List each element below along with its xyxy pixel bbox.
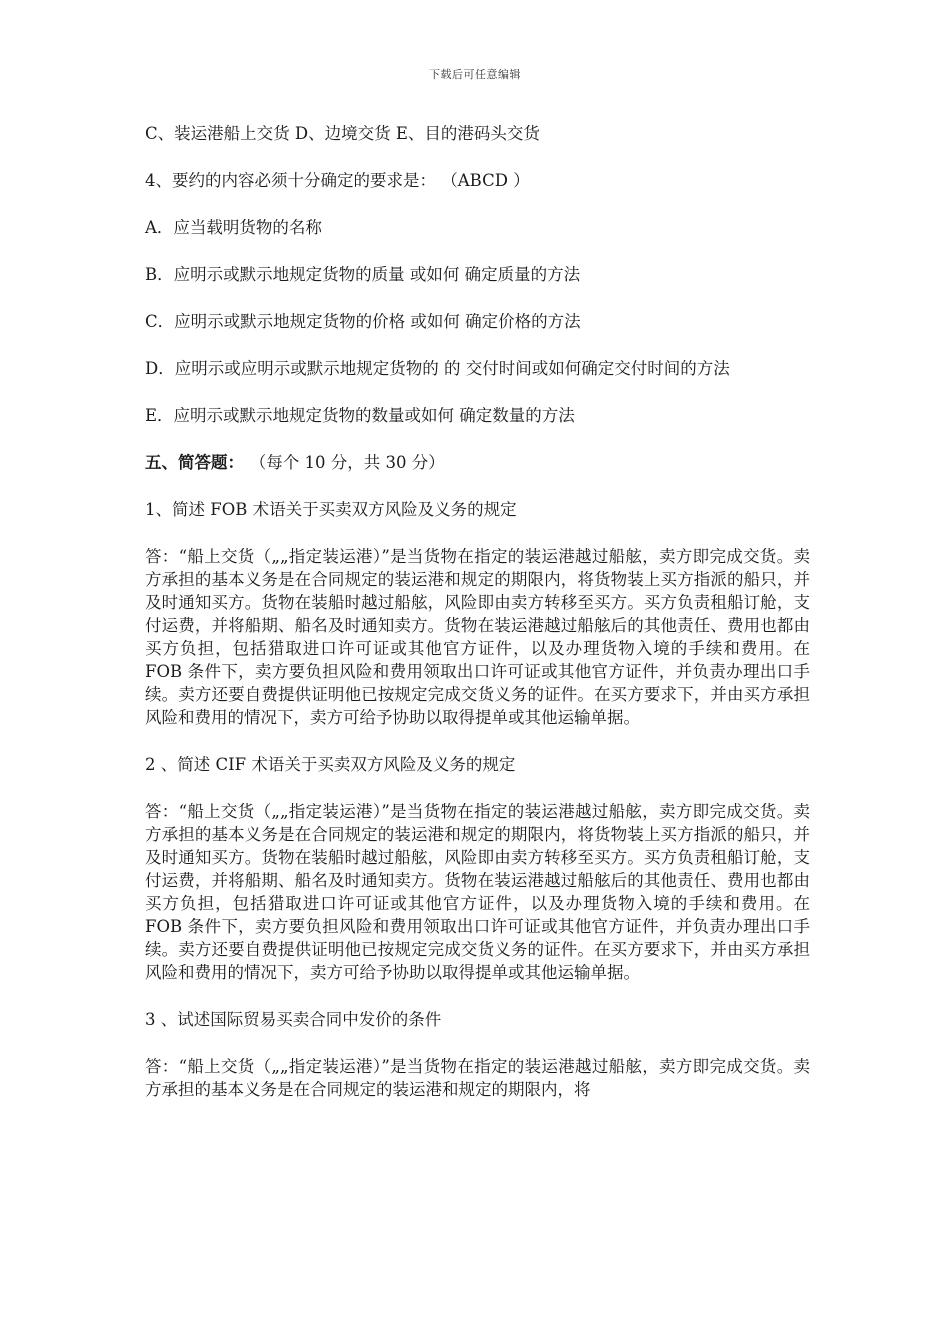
section-title: 五、简答题： bbox=[145, 453, 244, 472]
question-1: 1、简述 FOB 术语关于买卖双方风险及义务的规定 bbox=[145, 500, 517, 519]
answer-1: 答：“船上交货（„„指定装运港）”是当货物在指定的装运港越过船舷，卖方即完成交货。卖方承担的基本义务是在合同规定的装运港和规定的期限内，将货物装上买方指派的船只，并及时通知买方。货物在装船时越过船舷，风险即由卖方转移至买方。买方负责租船订舱，支付运费，并将船期、船名及时通知卖方。货物在装运港越过船舷后的其他责任、费用也都由买方负担，包括猎取进口许可证或其他官方证件，以及办理货物入境的手续和费用。在 FOB 条件下，卖方要负担风险和费用领取出口许可证或其他官方证件，并负责办理出口手续。卖方还要自费提供证明他已按规定完成交货义务的证件。在买方要求下，并由买方承担风险和费用的情况下，卖方可给予协助以取得提单或其他运输单据。 bbox=[145, 547, 810, 727]
section-heading bbox=[145, 451, 810, 474]
question-2: 2 、简述 CIF 术语关于买卖双方风险及义务的规定 bbox=[145, 755, 516, 774]
question-3: 3 、试述国际贸易买卖合同中发价的条件 bbox=[145, 1010, 442, 1029]
option-c: C．应明示或默示地规定货物的价格 或如何 确定价格的方法 bbox=[145, 312, 581, 331]
option-b: B．应明示或默示地规定货物的质量 或如何 确定质量的方法 bbox=[145, 265, 581, 284]
question-4: 4、要约的内容必须十分确定的要求是： （ABCD ） bbox=[145, 171, 530, 190]
option-line-c-d-e: C、装运港船上交货 D、边境交货 E、目的港码头交货 bbox=[145, 124, 540, 143]
document-body bbox=[145, 122, 810, 1125]
option-d: D．应明示或应明示或默示地规定货物的 的 交付时间或如何确定交付时间的方法 bbox=[145, 359, 730, 378]
option-e: E．应明示或默示地规定货物的数量或如何 确定数量的方法 bbox=[145, 406, 575, 425]
option-a: A．应当载明货物的名称 bbox=[145, 218, 322, 237]
page-header: 下载后可任意编辑 bbox=[429, 68, 521, 81]
section-note: （每个 10 分，共 30 分） bbox=[249, 453, 445, 472]
answer-2: 答：“船上交货（„„指定装运港）”是当货物在指定的装运港越过船舷，卖方即完成交货。卖方承担的基本义务是在合同规定的装运港和规定的期限内，将货物装上买方指派的船只，并及时通知买方。货物在装船时越过船舷，风险即由卖方转移至买方。买方负责租船订舱，支付运费，并将船期、船名及时通知卖方。货物在装运港越过船舷后的其他责任、费用也都由买方负担，包括猎取进口许可证或其他官方证件，以及办理货物入境的手续和费用。在 FOB 条件下，卖方要负担风险和费用领取出口许可证或其他官方证件，并负责办理出口手续。卖方还要自费提供证明他已按规定完成交货义务的证件。在买方要求下，并由买方承担风险和费用的情况下，卖方可给予协助以取得提单或其他运输单据。 bbox=[145, 802, 810, 982]
answer-3: 答：“船上交货（„„指定装运港）”是当货物在指定的装运港越过船舷，卖方即完成交货。卖方承担的基本义务是在合同规定的装运港和规定的期限内，将 bbox=[145, 1057, 810, 1099]
